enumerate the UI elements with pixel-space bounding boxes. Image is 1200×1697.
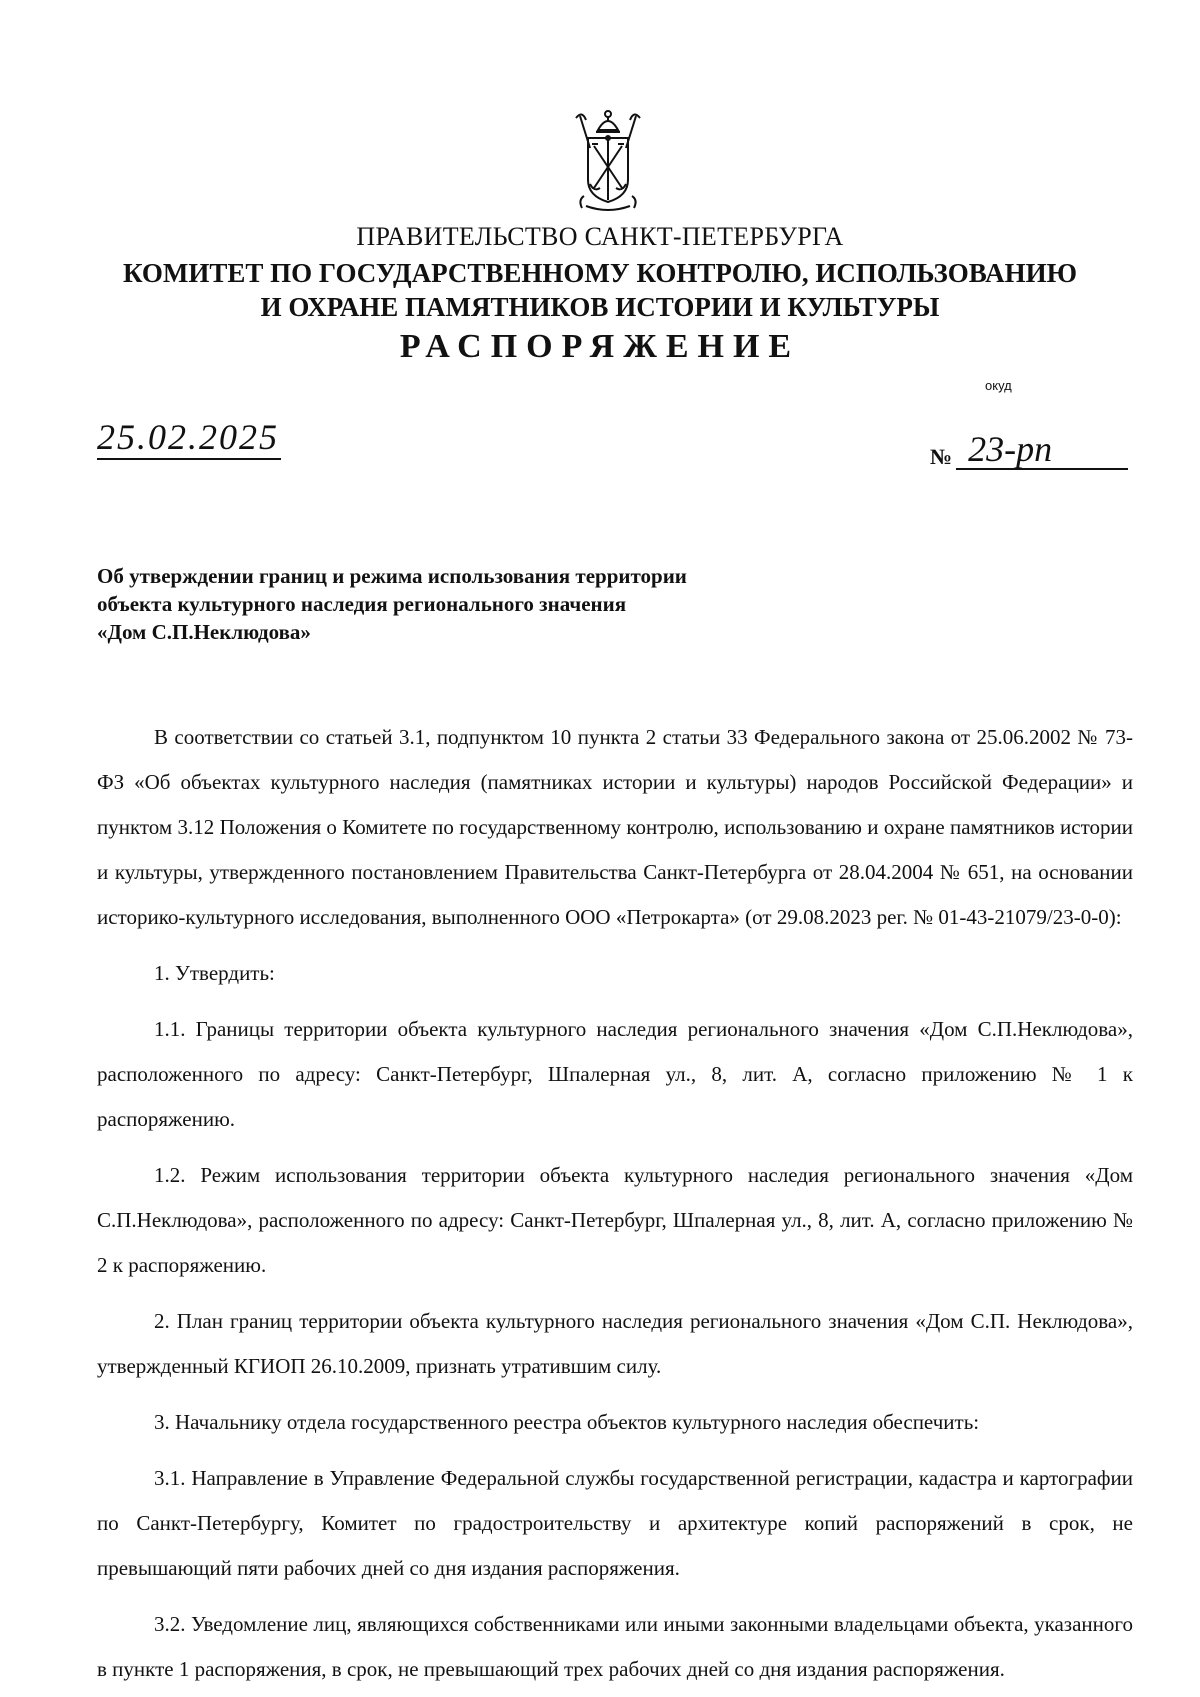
body-paragraph: 1.1. Границы территории объекта культурного наследия регионального значения «Дом С.П.Неклюдова», расположенного по адресу: Санкт-Петербург, Шпалерная ул., 8, лит. А, согласно приложению № 1 к распоряжению. <box>97 1017 1133 1131</box>
document-date: 25.02.2025 <box>97 418 281 460</box>
number-value: 23-рп <box>956 430 1128 470</box>
body-paragraph: 2. План границ территории объекта культурного наследия регионального значения «Дом С.П. Неклюдова», утвержденный КГИОП 26.10.2009, признать утратившим силу. <box>97 1309 1133 1378</box>
document-body <box>97 715 1133 1692</box>
document-subject <box>97 562 687 646</box>
subject-line: объекта культурного наследия регионального значения <box>97 592 627 616</box>
subject-line: «Дом С.П.Неклюдова» <box>97 620 311 644</box>
body-paragraph: В соответствии со статьей 3.1, подпунктом 10 пункта 2 статьи 33 Федерального закона от 25.06.2002 № 73-ФЗ «Об объектах культурного наследия (памятниках истории и культуры) народов Российской Федерации» и пунктом 3.12 Положения о Комитете по государственному контролю, использованию и охране памятников истории и культуры, утвержденного постановлением Правительства Санкт-Петербурга от 28.04.2004 № 651, на основании историко-культурного исследования, выполненного ООО «Петрокарта» (от 29.08.2023 рег. № 01-43-21079/23-0-0): <box>97 725 1133 929</box>
okud-label: окуд <box>985 378 1012 393</box>
body-paragraph: 1. Утвердить: <box>154 961 275 985</box>
body-paragraph: 3.1. Направление в Управление Федеральной службы государственной регистрации, кадастра и картографии по Санкт-Петербургу, Комитет по градостроительству и архитектуре копий распоряжений в срок, не превышающий пяти рабочих дней со дня издания распоряжения. <box>97 1466 1133 1580</box>
committee-name-line-1: КОМИТЕТ ПО ГОСУДАРСТВЕННОМУ КОНТРОЛЮ, ИСПОЛЬЗОВАНИЮ <box>123 258 1077 288</box>
coat-of-arms-icon <box>568 108 648 218</box>
body-paragraph: 3.2. Уведомление лиц, являющихся собственниками или иными законными владельцами объекта, указанного в пункте 1 распоряжения, в срок, не превышающий трех рабочих дней со дня издания распоряжения. <box>97 1612 1133 1681</box>
government-name: ПРАВИТЕЛЬСТВО САНКТ-ПЕТЕРБУРГА <box>356 222 844 251</box>
document-type: РАСПОРЯЖЕНИЕ <box>399 328 801 365</box>
number-label: № <box>930 444 953 469</box>
committee-name-line-2: И ОХРАНЕ ПАМЯТНИКОВ ИСТОРИИ И КУЛЬТУРЫ <box>260 292 940 322</box>
body-paragraph: 1.2. Режим использования территории объекта культурного наследия регионального значения «Дом С.П.Неклюдова», расположенного по адресу: Санкт-Петербург, Шпалерная ул., 8, лит. А, согласно приложению № 2 к распоряжению. <box>97 1163 1133 1277</box>
subject-line: Об утверждении границ и режима использования территории <box>97 564 687 588</box>
document-number <box>930 430 1128 470</box>
body-paragraph: 3. Начальнику отдела государственного реестра объектов культурного наследия обеспечить: <box>154 1410 980 1434</box>
